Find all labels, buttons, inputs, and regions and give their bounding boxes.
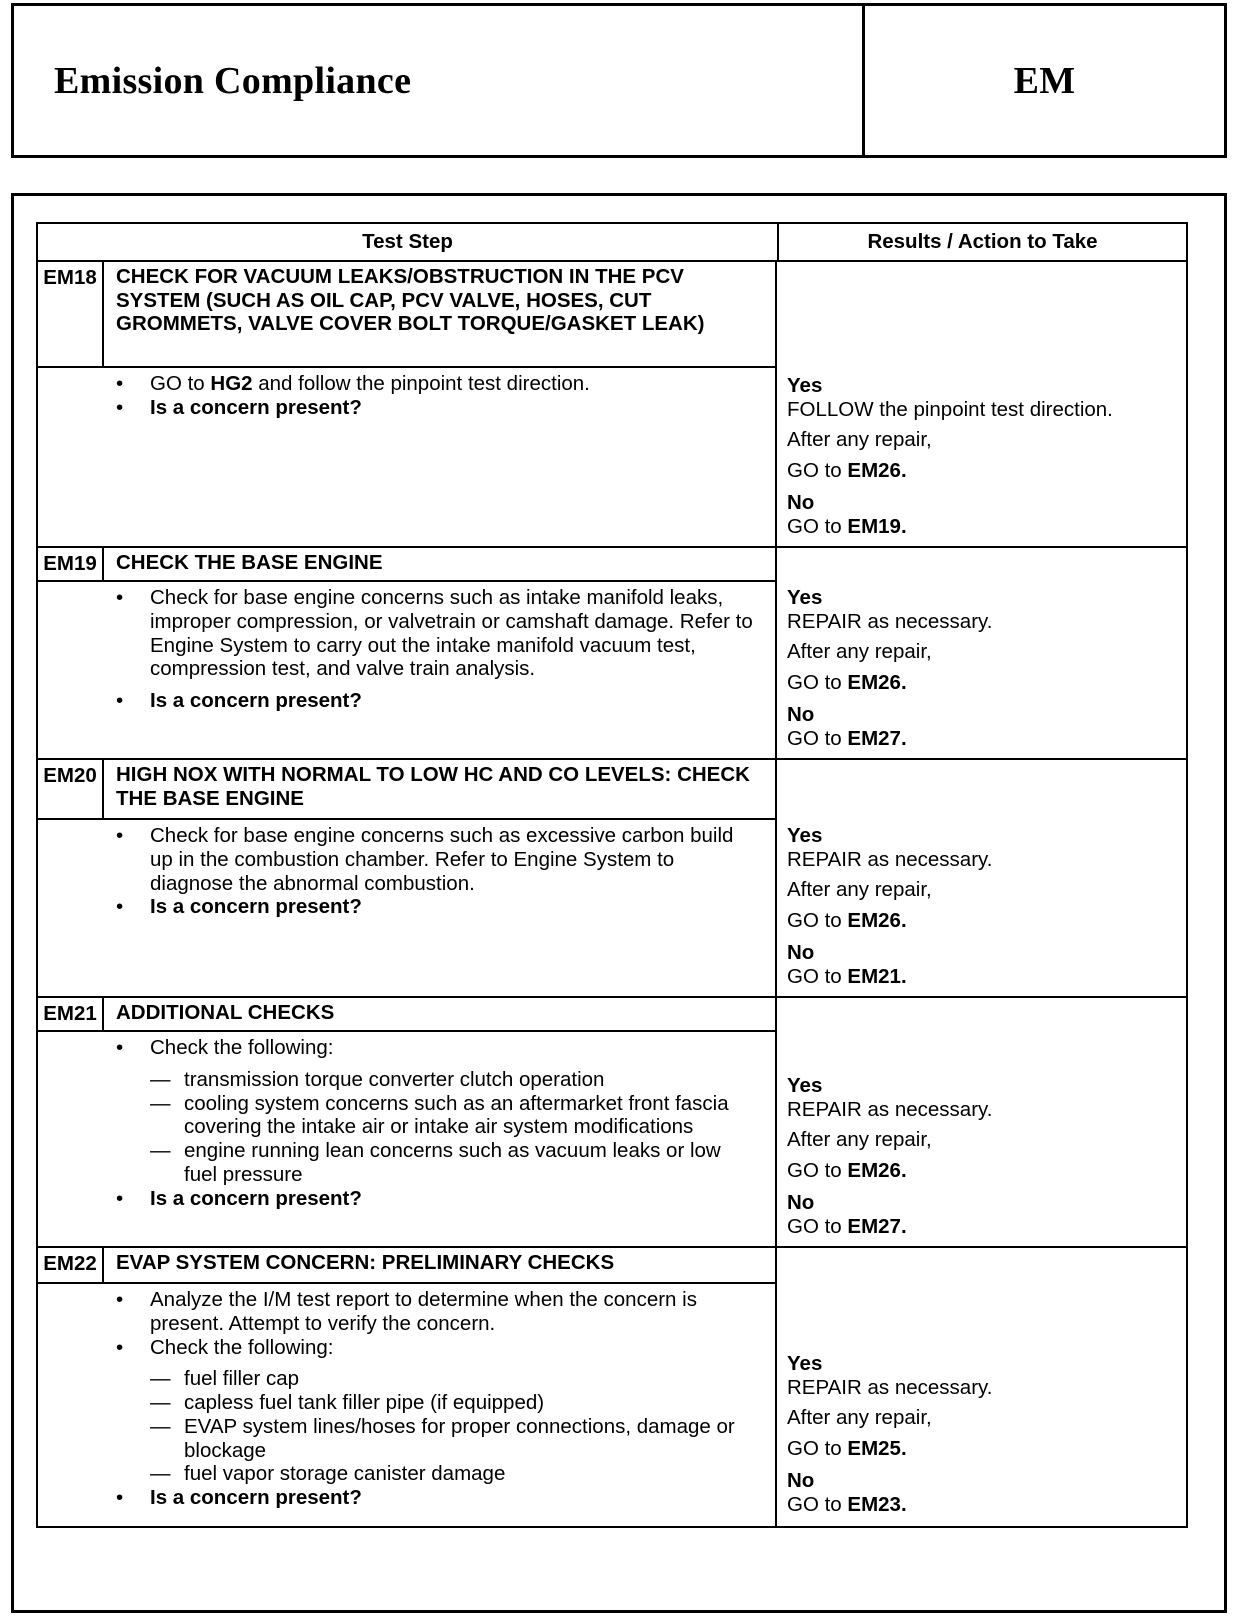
list-item — [116, 1187, 775, 1211]
test-step-cell — [38, 998, 777, 1246]
bullet-icon: • — [116, 586, 124, 609]
step-id: EM20 — [38, 760, 104, 818]
after-repair-text: After any repair, — [787, 878, 932, 902]
yes-label: Yes — [787, 824, 823, 847]
no-label: No — [787, 490, 815, 514]
list-item — [116, 1486, 775, 1510]
after-repair-text: After any repair, — [787, 1406, 932, 1430]
header-title-cell — [14, 6, 865, 155]
no-goto: GO to EM27. — [787, 726, 907, 750]
yes-action: FOLLOW the pinpoint test direction. — [787, 398, 1113, 422]
table-header — [38, 224, 1186, 262]
test-step-table — [36, 222, 1188, 1528]
step-title: CHECK FOR VACUUM LEAKS/OBSTRUCTION IN THE PCV SYSTEM (SUCH AS OIL CAP, PCV VALVE, HOSES, CUT GROMMETS, VALVE COVER BOLT TORQUE/GASKET LEAK) — [116, 265, 705, 336]
sub-list-item: — capless fuel tank filler pipe (if equipped) — [150, 1391, 545, 1415]
yes-label: Yes — [787, 586, 823, 609]
table-row — [38, 548, 1186, 760]
result-cell — [777, 548, 1186, 758]
yes-goto: GO to EM25. — [787, 1436, 907, 1460]
list-item: • Check the following: — [116, 1335, 334, 1359]
after-repair-text: After any repair, — [787, 428, 932, 452]
question-text: Is a concern present? — [150, 395, 362, 419]
step-body — [38, 368, 775, 546]
goto-step-link: EM23. — [847, 1492, 907, 1516]
page-header — [11, 3, 1227, 158]
bullet-icon: • — [116, 1486, 124, 1510]
table-row — [38, 998, 1186, 1248]
bullet-icon: • — [116, 1335, 124, 1359]
after-repair-text: After any repair, — [787, 1128, 932, 1152]
no-label: No — [787, 1468, 815, 1492]
question-text: Is a concern present? — [150, 1186, 362, 1210]
yes-action: REPAIR as necessary. — [787, 848, 993, 872]
column-header-results: Results / Action to Take — [867, 230, 1098, 253]
yes-label: Yes — [787, 1074, 823, 1097]
list-item: • GO to HG2 and follow the pinpoint test direction. — [116, 372, 590, 395]
goto-step-link: EM26. — [847, 1158, 907, 1182]
goto-step-link: EM27. — [847, 726, 907, 750]
step-body — [38, 1284, 775, 1526]
no-label: No — [787, 702, 815, 726]
goto-step-link: EM26. — [847, 908, 907, 932]
yes-goto: GO to EM26. — [787, 1158, 907, 1182]
list-item — [116, 895, 775, 919]
goto-step-link: EM26. — [847, 670, 907, 694]
test-step-cell — [38, 1248, 777, 1526]
table-row — [38, 760, 1186, 998]
step-header — [38, 548, 775, 582]
bullet-icon: • — [116, 372, 124, 395]
bullet-icon: • — [116, 689, 124, 713]
list-item: • Check the following: — [116, 1036, 334, 1059]
goto-step-link: EM26. — [847, 458, 907, 482]
goto-step-link: EM19. — [847, 514, 907, 538]
step-body — [38, 1032, 775, 1246]
step-header — [38, 262, 775, 368]
sub-list-item: — EVAP system lines/hoses for proper connections, damage or blockage — [150, 1414, 735, 1462]
step-header — [38, 998, 775, 1032]
header-code-cell — [865, 6, 1224, 155]
sub-list-item: — fuel vapor storage canister damage — [150, 1462, 506, 1486]
goto-step-link: EM27. — [847, 1214, 907, 1238]
after-repair-text: After any repair, — [787, 640, 932, 664]
goto-step-link: EM21. — [847, 964, 907, 988]
table-row — [38, 262, 1186, 548]
no-label: No — [787, 940, 815, 964]
step-reference: HG2 — [210, 372, 253, 395]
yes-action: REPAIR as necessary. — [787, 610, 993, 634]
step-title: CHECK THE BASE ENGINE — [116, 551, 383, 574]
question-text: Is a concern present? — [150, 689, 362, 713]
column-header-test-step: Test Step — [38, 224, 779, 260]
yes-action: REPAIR as necessary. — [787, 1376, 993, 1400]
list-item — [116, 689, 775, 713]
yes-goto: GO to EM26. — [787, 458, 907, 482]
dash-icon: — — [150, 1391, 171, 1415]
result-cell — [777, 262, 1186, 546]
result-cell — [777, 998, 1186, 1246]
no-label: No — [787, 1190, 815, 1214]
step-id: EM21 — [38, 998, 104, 1030]
yes-label: Yes — [787, 1352, 823, 1375]
dash-icon: — — [150, 1067, 171, 1091]
no-goto: GO to EM19. — [787, 514, 907, 538]
step-title: HIGH NOX WITH NORMAL TO LOW HC AND CO LEVELS: CHECK THE BASE ENGINE — [116, 763, 750, 810]
result-cell — [777, 1248, 1186, 1526]
step-id: EM18 — [38, 262, 104, 366]
sub-list-item: — engine running lean concerns such as vacuum leaks or low fuel pressure — [150, 1139, 721, 1186]
dash-icon: — — [150, 1091, 171, 1115]
table-row — [38, 1248, 1186, 1526]
bullet-icon: • — [116, 395, 124, 419]
dash-icon: — — [150, 1462, 171, 1486]
page-title: Emission Compliance — [54, 59, 412, 102]
step-body — [38, 820, 775, 996]
step-title: ADDITIONAL CHECKS — [116, 1001, 335, 1024]
dash-icon: — — [150, 1414, 171, 1438]
list-item: • Analyze the I/M test report to determine when the concern is present. Attempt to verify the concern. — [116, 1288, 697, 1335]
goto-step-link: EM25. — [847, 1436, 907, 1460]
yes-label: Yes — [787, 374, 823, 397]
list-item: • Check for base engine concerns such as intake manifold leaks, improper compression, or valvetrain or camshaft damage. Refer to Engine System to carry out the intake manifold vacuum test, compression test, and valve train analysis. — [116, 586, 753, 681]
step-title: EVAP SYSTEM CONCERN: PRELIMINARY CHECKS — [116, 1251, 615, 1274]
sub-list-item: — cooling system concerns such as an aftermarket front fascia covering the intake air or intake air system modifications — [150, 1091, 729, 1139]
no-goto: GO to EM21. — [787, 964, 907, 988]
bullet-icon: • — [116, 824, 124, 847]
step-header — [38, 1248, 775, 1284]
no-goto: GO to EM23. — [787, 1492, 907, 1516]
list-item — [116, 396, 775, 420]
sub-list-item: — fuel filler cap — [150, 1367, 300, 1391]
bullet-icon: • — [116, 895, 124, 919]
test-step-cell — [38, 760, 777, 996]
yes-goto: GO to EM26. — [787, 908, 907, 932]
question-text: Is a concern present? — [150, 1486, 362, 1510]
result-cell — [777, 760, 1186, 996]
dash-icon: — — [150, 1367, 171, 1391]
section-code: EM — [1013, 59, 1076, 102]
step-header — [38, 760, 775, 820]
step-body — [38, 582, 775, 758]
test-step-cell — [38, 262, 777, 546]
list-item: • Check for base engine concerns such as excessive carbon build up in the combustion chamber. Refer to Engine System to diagnose the abnormal combustion. — [116, 824, 734, 895]
question-text: Is a concern present? — [150, 895, 362, 919]
sub-list-item: — transmission torque converter clutch operation — [150, 1067, 605, 1091]
no-goto: GO to EM27. — [787, 1214, 907, 1238]
bullet-icon: • — [116, 1036, 124, 1059]
yes-goto: GO to EM26. — [787, 670, 907, 694]
bullet-icon: • — [116, 1186, 124, 1210]
bullet-icon: • — [116, 1288, 124, 1311]
step-id: EM19 — [38, 548, 104, 580]
test-step-cell — [38, 548, 777, 758]
step-id: EM22 — [38, 1248, 104, 1282]
yes-action: REPAIR as necessary. — [787, 1098, 993, 1122]
dash-icon: — — [150, 1139, 171, 1163]
